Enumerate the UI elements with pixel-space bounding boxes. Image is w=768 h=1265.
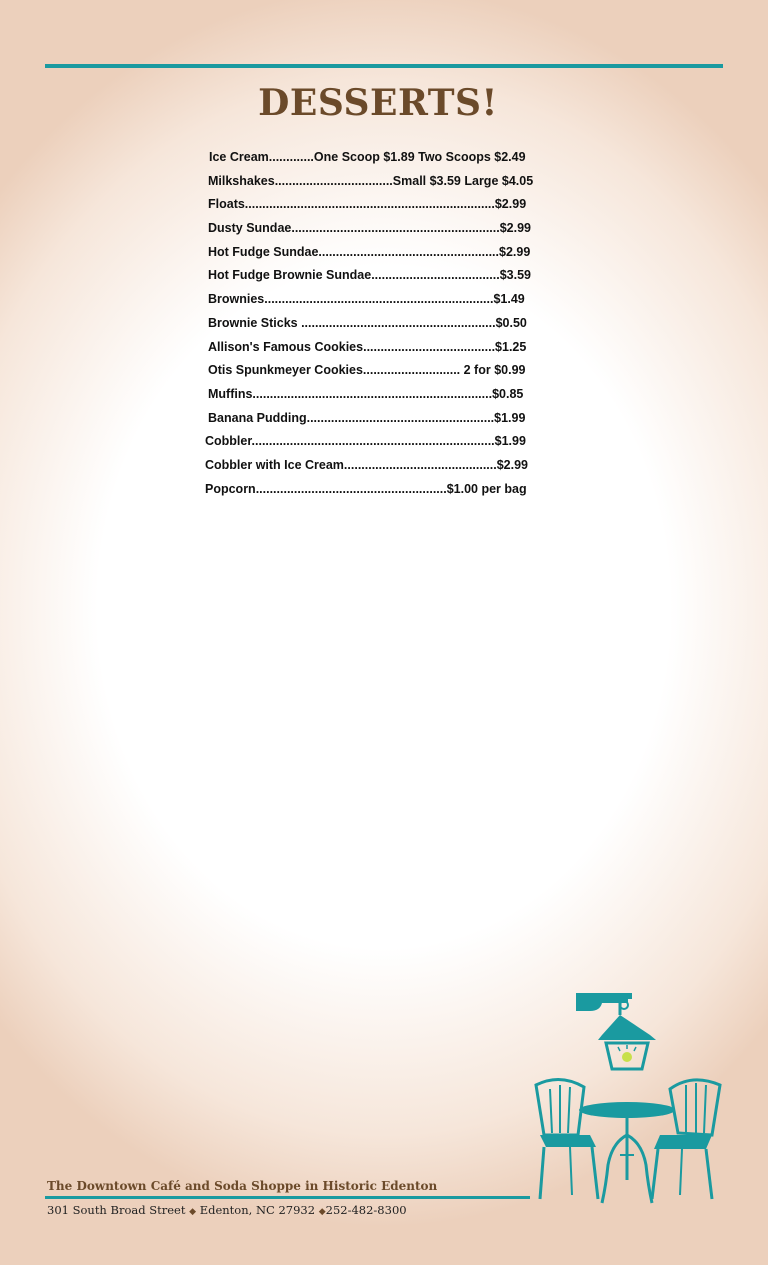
cafe-table-lamp-illustration (520, 985, 730, 1210)
menu-item: Brownies..................................................................$1.49 (208, 292, 525, 306)
footer-divider (45, 1196, 530, 1199)
menu-item: Hot Fudge Brownie Sundae.....................................$3.59 (208, 268, 531, 282)
bullet-icon: ◆ (318, 1207, 326, 1217)
menu-item: Ice Cream.............One Scoop $1.89 Two Scoops $2.49 (209, 150, 526, 164)
menu-item: Dusty Sundae............................................................$2.99 (208, 221, 532, 235)
menu-item: Cobbler......................................................................$1.99 (205, 434, 526, 448)
city-state-zip: Edenton, NC 27932 (199, 1203, 316, 1217)
menu-item: Allison's Famous Cookies......................................$1.25 (208, 340, 527, 354)
footer-address (47, 1203, 407, 1217)
phone-number: 252-482-8300 (325, 1203, 407, 1217)
menu-item: Brownie Sticks ........................................................$0.50 (208, 316, 527, 330)
top-divider (45, 64, 723, 68)
menu-item: Hot Fudge Sundae....................................................$2.99 (208, 245, 531, 259)
street-address: 301 South Broad Street (47, 1203, 186, 1217)
menu-item: Milkshakes..................................Small $3.59 Large $4.05 (208, 174, 534, 188)
footer-business-name: The Downtown Café and Soda Shoppe in Historic Edenton (47, 1179, 438, 1193)
menu-item: Floats........................................................................$2.99 (208, 197, 527, 211)
menu-item: Otis Spunkmeyer Cookies............................ 2 for $0.99 (208, 363, 526, 377)
page-title: DESSERTS! (258, 82, 498, 124)
menu-item: Cobbler with Ice Cream............................................$2.99 (205, 458, 529, 472)
bullet-icon: ◆ (189, 1207, 197, 1217)
menu-item: Popcorn.......................................................$1.00 per bag (205, 482, 527, 496)
menu-item: Banana Pudding......................................................$1.99 (208, 411, 526, 425)
menu-item: Muffins.....................................................................$0.85 (208, 387, 524, 401)
